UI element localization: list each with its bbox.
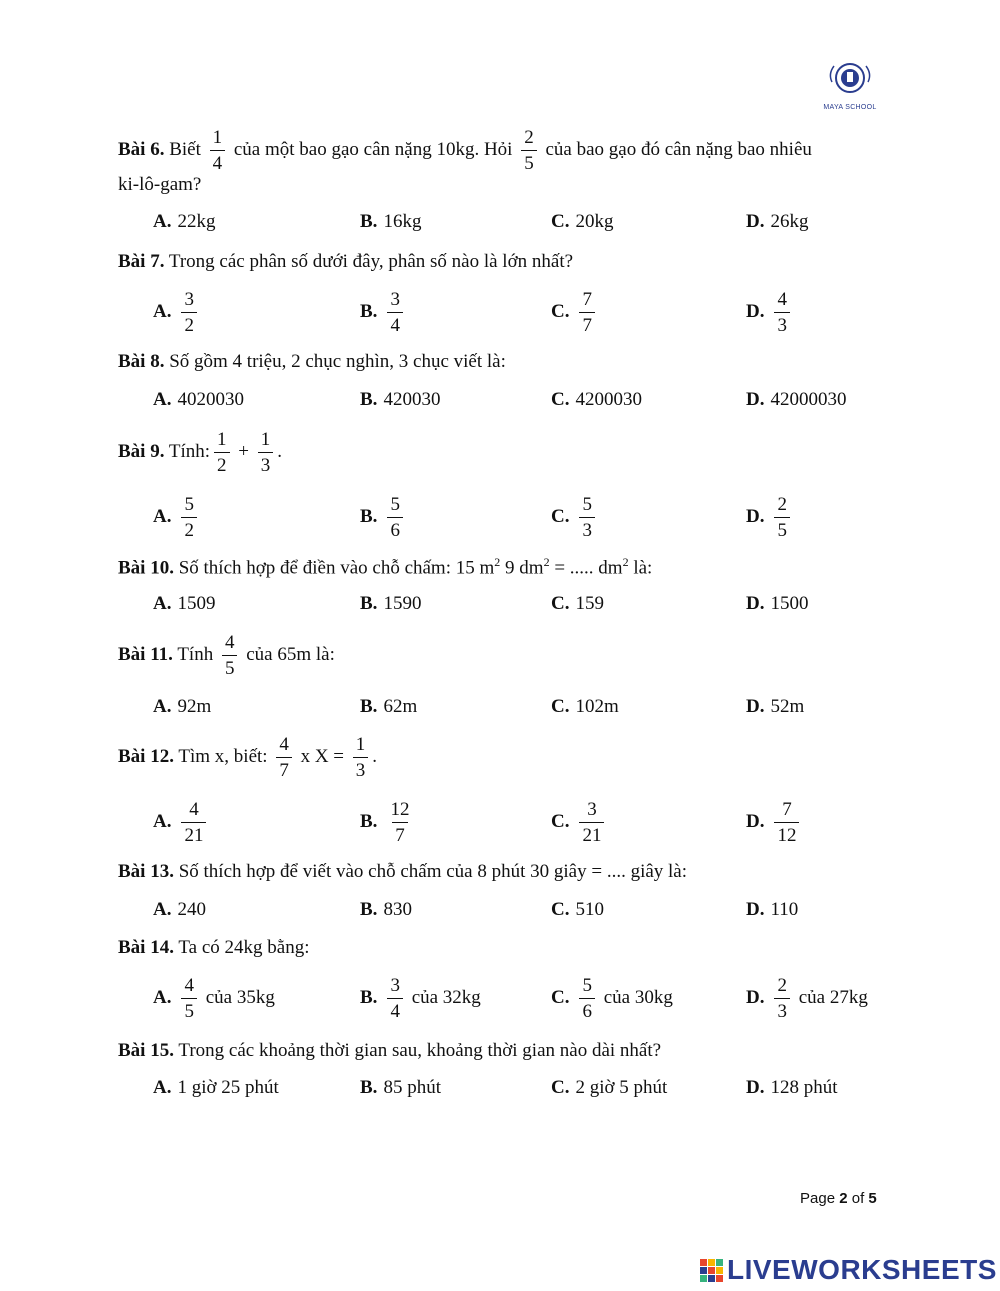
question-label: Bài 12. [118,745,174,767]
question-label: Bài 9. [118,440,165,462]
fraction: $\frac{2}{5}$ [521,128,537,173]
question-6 [118,128,812,173]
q10-option-a[interactable]: A. 1509 [153,593,216,614]
question-10: Bài 10. Số thích hợp để điền vào chỗ chấm: 15 $m^2$ 9 $dm^2$ = ..... $dm^2$ là: [118,555,653,579]
q14-option-a[interactable]: A. $\frac{4}{5}$ của 35kg [153,975,275,1022]
q11-option-c[interactable]: C. 102m [551,696,619,717]
q14-option-d[interactable]: D. $\frac{2}{3}$ của 27kg [746,975,868,1022]
question-label: Bài 11. [118,643,173,665]
q6-option-c[interactable]: C. 20kg [551,211,614,232]
q8-option-a[interactable]: A. 4020030 [153,389,244,410]
question-text: Số thích hợp để viết vào chỗ chấm của 8 phút 30 giây = .... giây là: [178,861,688,882]
question-text: Biết [169,138,201,160]
brand-name: LIVEWORKSHEETS [727,1254,997,1285]
q15-option-d[interactable]: D. 128 phút [746,1077,838,1098]
q8-option-c[interactable]: C. 4200030 [551,389,642,410]
q13-option-d[interactable]: D. 110 [746,899,799,920]
school-logo [818,60,882,111]
question-text: Trong các khoảng thời gian sau, khoảng thời gian nào dài nhất? [178,1040,662,1061]
school-name: MAYA SCHOOL [823,104,877,111]
q9-option-a[interactable]: A. $\frac{5}{2}$ [153,495,201,540]
q15-option-c[interactable]: C. 2 giờ 5 phút [551,1077,668,1098]
q14-option-c[interactable]: C. $\frac{5}{6}$ của 30kg [551,975,673,1022]
question-15 [118,1040,661,1062]
q9-option-c[interactable]: C. $\frac{5}{3}$ [551,495,599,540]
question-label: Bài 15. [118,1040,174,1061]
q13-option-a[interactable]: A. 240 [153,899,206,920]
question-text: của bao gạo đó cân nặng bao nhiêu [545,138,812,160]
question-label: Bài 14. [118,937,174,958]
q12-option-b[interactable]: B. $\frac{12}{7}$ [360,799,410,846]
question-label: Bài 8. [118,351,165,372]
q8-option-b[interactable]: B. 420030 [360,389,441,410]
question-9: Bài 9. Tính: $\frac{1}{2}$ + $\frac{1}{3}$ . [118,429,283,476]
question-label: Bài 13. [118,861,174,882]
q11-option-a[interactable]: A. 92m [153,696,212,717]
q7-option-d[interactable]: D. $\frac{4}{3}$ [746,290,794,335]
question-text: của một bao gạo cân nặng 10kg. Hỏi [233,138,513,160]
question-14 [118,937,309,959]
q6-option-d[interactable]: D. 26kg [746,211,809,232]
question-11: Bài 11. Tính $\frac{4}{5}$ của 65m là: [118,632,335,679]
q10-option-d[interactable]: D. 1500 [746,593,809,614]
q12-option-d[interactable]: D. $\frac{7}{12}$ [746,800,803,845]
question-text: Trong các phân số dưới đây, phân số nào là lớn nhất? [168,251,574,272]
question-6-continued: ki-lô-gam? [118,174,202,195]
q7-option-a[interactable]: A. $\frac{3}{2}$ [153,290,201,335]
question-8 [118,351,506,373]
q10-option-b[interactable]: B. 1590 [360,593,422,614]
q10-option-c[interactable]: C. 159 [551,593,604,614]
fraction: $\frac{1}{4}$ [210,128,226,173]
q15-option-b[interactable]: B. 85 phút [360,1077,441,1098]
q12-option-c[interactable]: C. $\frac{3}{21}$ [551,800,608,845]
page-number: Page 2 of 5 [800,1190,877,1207]
school-crest-icon [818,60,882,98]
question-text: Tính: [168,440,211,462]
q9-option-d[interactable]: D. $\frac{2}{5}$ [746,495,794,540]
question-text: Ta có 24kg bằng: [178,937,310,958]
q14-option-b[interactable]: B. $\frac{3}{4}$ của 32kg [360,975,481,1022]
q9-option-b[interactable]: B. $\frac{5}{6}$ [360,495,407,540]
question-label: Bài 7. [118,251,165,272]
q6-option-a[interactable]: A. 22kg [153,211,216,232]
q13-option-b[interactable]: B. 830 [360,899,412,920]
q6-option-b[interactable]: B. 16kg [360,211,422,232]
q8-option-d[interactable]: D. 42000030 [746,389,847,410]
question-12: Bài 12. Tìm x, biết: $\frac{4}{7}$ x X = $\frac{1}{3}$ . [118,734,377,781]
question-label: Bài 10. [118,557,174,579]
q11-option-b[interactable]: B. 62m [360,696,418,717]
q7-option-b[interactable]: B. $\frac{3}{4}$ [360,290,407,335]
q13-option-c[interactable]: C. 510 [551,899,604,920]
question-label: Bài 6. [118,138,165,160]
q15-option-a[interactable]: A. 1 giờ 25 phút [153,1077,279,1098]
q11-option-d[interactable]: D. 52m [746,696,805,717]
liveworksheets-brand [700,1254,997,1286]
q12-option-a[interactable]: A. $\frac{4}{21}$ [153,800,210,845]
question-13 [118,861,687,883]
liveworksheets-icon [700,1259,723,1282]
question-7 [118,251,573,273]
question-text: Số gồm 4 triệu, 2 chục nghìn, 3 chục viết là: [169,351,506,372]
q7-option-c[interactable]: C. $\frac{7}{7}$ [551,290,599,335]
